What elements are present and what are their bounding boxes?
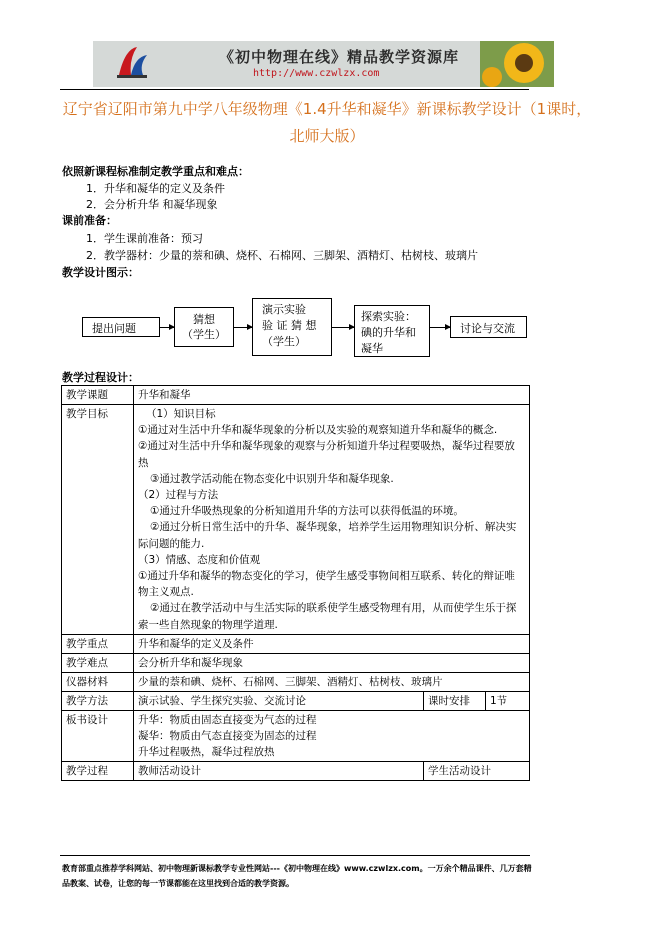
goal-line: （1）知识目标 [146,408,216,420]
flow-arrow [160,327,174,328]
goal-line: ①通过对生活中升华和凝华现象的分析以及实验的观察知道升华和凝华的概念. [138,424,498,437]
site-logo-icon [115,45,149,83]
goal-line: ②通过分析日常生活中的升华、凝华现象，培养学生运用物理知识分析、解决实际问题的能力. [138,521,517,550]
flow-step-discussion: 讨论与交流 [450,316,527,338]
flow-step-ask-question: 提出问题 [82,317,160,337]
materials-label: 仪器材料 [62,672,134,691]
footer-text: 教育部重点推荐学科网站、初中物理新课标教学专业性网站---《初中物理在线》www.czwlzx.com。一万余个精品课件、几万套精品教案、试卷，让您的每一节课都能在这里找到合适的教学资源。 [62,864,532,888]
goal-line: ②通过在教学活动中与生活实际的联系使学生感受物理有用，从而使学生乐于探索一些自然现象的物理学道理. [138,602,517,631]
goal-line: （2）过程与方法 [138,489,219,502]
table-row [62,405,530,635]
method-label: 教学方法 [62,691,134,710]
goal-line: ①通过升华和凝华的物态变化的学习，使学生感受事物间相互联系、转化的辩证唯物主义观点. [138,570,515,599]
difficulty-label: 教学难点 [62,653,134,672]
flow-arrow [430,327,450,328]
preparation-heading: 课前准备： [62,214,117,227]
goal-line: ①通过升华吸热现象的分析知道用升华的方法可以获得低温的环境。 [150,505,464,518]
process-label: 教学过程 [62,761,134,780]
diagram-heading: 教学设计图示： [62,266,139,279]
difficulty-value: 会分析升华和凝华现象 [134,653,530,672]
key-point-item: 1．升华和凝华的定义及条件 [86,182,225,195]
table-row [62,761,530,780]
topic-label: 教学课题 [62,386,134,405]
board-line: 升华过程吸热，凝华过程放热 [138,745,275,758]
board-line: 凝华：物质由气态直接变为固态的过程 [138,729,317,742]
teacher-column-header: 教师活动设计 [134,761,424,780]
goal-line: ③通过教学活动能在物态变化中识别升华和凝华现象. [150,472,394,485]
header-banner [93,41,554,87]
banner-title: 《初中物理在线》精品教学资源库 [219,48,460,66]
flow-step-explore-experiment: 探索实验： 碘的升华和 凝华 [354,305,430,357]
materials-value: 少量的萘和碘、烧杯、石棉网、三脚架、酒精灯、枯树枝、玻璃片 [134,672,530,691]
schedule-label: 课时安排 [424,691,486,710]
focus-label: 教学重点 [62,634,134,653]
student-column-header: 学生活动设计 [424,761,530,780]
lesson-plan-table [61,385,530,781]
schedule-value: 1节 [486,691,530,710]
board-cell [134,710,530,761]
table-row [62,634,530,653]
board-line: 升华：物质由固态直接变为气态的过程 [138,713,317,726]
goals-label: 教学目标 [62,405,134,635]
focus-value: 升华和凝华的定义及条件 [134,634,530,653]
preparation-item: 2．教学器材：少量的萘和碘、烧杯、石棉网、三脚架、酒精灯、枯树枝、玻璃片 [86,249,478,262]
goal-line: （3）情感、态度和价值观 [138,553,261,566]
topic-value: 升华和凝华 [134,386,530,405]
table-row [62,672,530,691]
flow-arrow [234,327,252,328]
key-points-heading: 依照新课程标准制定教学重点和难点： [62,165,249,178]
table-row [62,386,530,405]
flow-step-hypothesis: 猜想 （学生） [174,307,234,347]
board-label: 板书设计 [62,710,134,761]
key-point-item: 2．会分析升华 和凝华现象 [86,198,218,211]
goal-line: ②通过对生活中升华和凝华现象的观察与分析知道升华过程要吸热，凝华过程要放热 [138,440,515,469]
footer-divider [60,855,530,856]
preparation-item: 1．学生课前准备：预习 [86,232,203,245]
table-row [62,710,530,761]
header-divider [60,89,529,90]
process-heading: 教学过程设计： [62,371,139,384]
method-value: 演示试验、学生探究实验、交流讨论 [134,691,424,710]
flow-step-demo-experiment: 演示实验 验 证 猜 想 （学生） [252,298,332,356]
flow-arrow [332,327,354,328]
document-title: 辽宁省辽阳市第九中学八年级物理《1.4升华和凝华》新课标教学设计（1课时，北师大版） [62,100,592,145]
table-row [62,691,530,710]
sunflower-icon [480,41,554,87]
goals-cell [134,405,530,635]
table-row [62,653,530,672]
banner-url[interactable]: http://www.czwlzx.com [253,68,380,79]
